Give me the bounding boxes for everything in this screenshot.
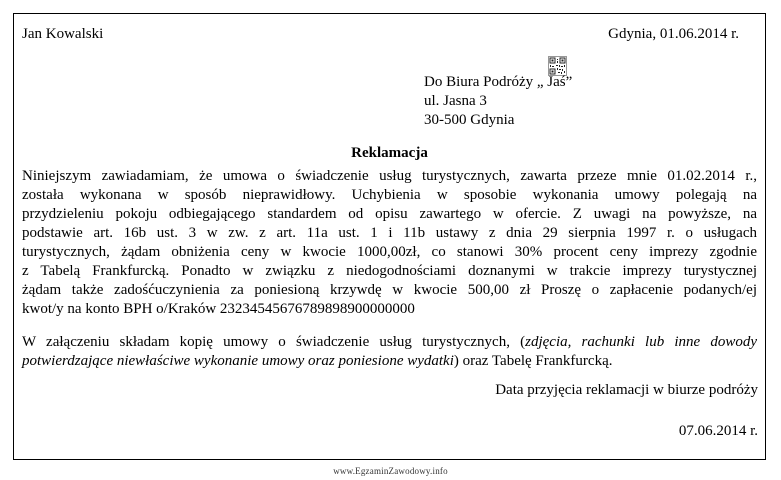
addressee-block: [424, 73, 572, 130]
paragraph-line: z Tabelą Frankfurcką. Ponadto w związku z niedogodnościami doznanymi w trakcie imprezy turystycznej: [22, 263, 757, 279]
received-date: 07.06.2014 r.: [678, 423, 758, 439]
complaint-paragraph: [22, 167, 757, 319]
attachments-paragraph: [22, 333, 757, 371]
attachments-text-end: ) oraz Tabelę Frankfurcką.: [453, 353, 613, 369]
attachments-evidence-text: zdjęcia, rachunki lub inne dowody: [525, 334, 758, 350]
received-date-label: Data przyjęcia reklamacji w biurze podróży: [495, 382, 758, 398]
paragraph-line: Niniejszym zawiadamiam, że umowa o świadczenie usług turystycznych, zawarta przeze mnie 01.02.2014 r.,: [22, 168, 757, 184]
paragraph-line: podstawie art. 16b ust. 3 w zw. z art. 11a ust. 1 i 11b ustawy z dnia 29 sierpnia 1997 r. o usługach: [22, 225, 757, 241]
sender-name: Jan Kowalski: [22, 26, 104, 42]
paragraph-line: żądam także zadośćuczynienia za poniesioną krzywdę w kwocie 500,00 zł Proszę o zapłacenie podanych/ej: [22, 282, 757, 298]
paragraph-line: kwot/y na konto BPH o/Kraków 23234545676789898900000000: [22, 301, 415, 317]
attachments-line-1: [22, 333, 757, 352]
paragraph-line: turystycznych, żądam obniżenia ceny w kwocie 1000,00zł, co stanowi 30% procent ceny imprezy zgodnie: [22, 244, 757, 260]
place-and-date: Gdynia, 01.06.2014 r.: [608, 26, 739, 42]
addressee-city: 30-500 Gdynia: [424, 112, 515, 128]
addressee-street: ul. Jasna 3: [424, 93, 487, 109]
attachments-text: W załączeniu składam kopię umowy o świadczenie usług turystycznych, (: [22, 334, 526, 350]
footer-watermark-url: www.EgzaminZawodowy.info: [333, 466, 448, 476]
paragraph-line: przydzieleniu pokoju odbiegającego standardem od opisu zawartego w ofercie. Z uwagi na powyższe, na: [22, 206, 757, 222]
document-title: Reklamacja: [351, 145, 428, 161]
addressee-name: Do Biura Podróży „ Jaś”: [424, 74, 573, 90]
attachments-evidence-text-cont: potwierdzające niewłaściwe wykonanie umowy oraz poniesione wydatki: [22, 353, 454, 369]
attachments-line-2: [22, 352, 757, 371]
paragraph-line: została wykonana w sposób nieprawidłowy. Uchybienia w sposobie wykonania umowy polegają na: [22, 187, 757, 203]
